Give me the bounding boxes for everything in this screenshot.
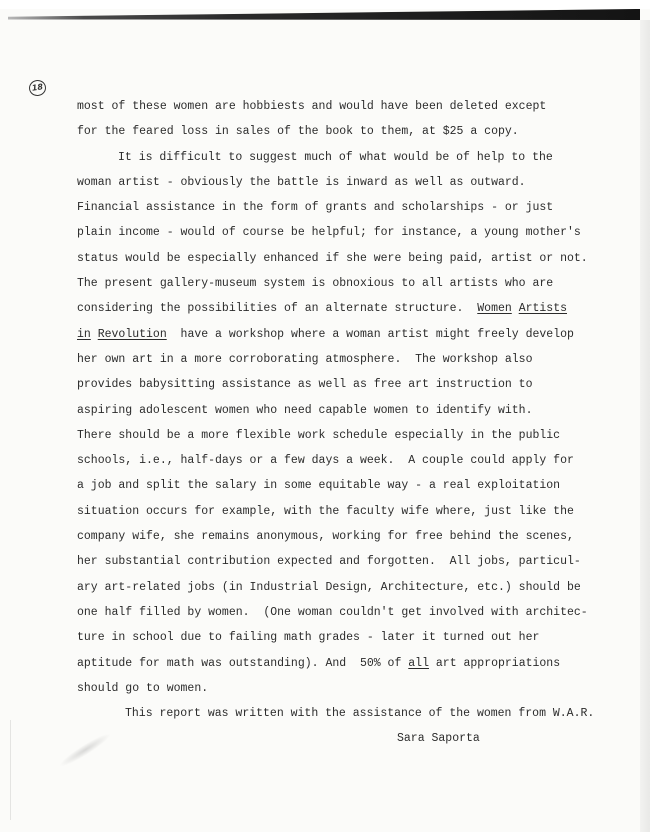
text-line: woman artist - obviously the battle is inward as well as outward.: [77, 175, 526, 189]
text-line: her substantial contribution expected and forgotten. All jobs, particul-: [77, 555, 581, 569]
text-line: Financial assistance in the form of grants and scholarships - or just: [77, 201, 554, 215]
text-line: her own art in a more corroborating atmosphere. The workshop also: [77, 352, 533, 366]
circled-page-number: 18: [28, 79, 47, 97]
text-segment: [512, 302, 519, 315]
text-line: The present gallery-museum system is obnoxious to all artists who are: [77, 277, 554, 291]
underlined-org-name: Revolution: [97, 327, 167, 341]
text-segment: considering the possibilities of an alternate structure.: [77, 302, 478, 316]
text-line: [77, 296, 637, 321]
author-signature: Sara Saporta: [397, 732, 480, 746]
scan-left-edge: [10, 720, 11, 820]
text-line: ture in school due to failing math grades - later it turned out her: [77, 631, 540, 645]
text-segment: art appropriations: [428, 656, 561, 670]
text-line: a job and split the salary in some equitable way - a real exploitation: [77, 479, 561, 493]
text-line: should go to women.: [77, 681, 209, 695]
text-segment: [91, 328, 98, 341]
underlined-org-name: Women: [477, 302, 512, 316]
underlined-org-name: Artists: [518, 302, 567, 316]
text-line: plain income - would of course be helpful; for instance, a young mother's: [77, 226, 581, 240]
text-line: status would be especially enhanced if she were being paid, artist or not.: [77, 251, 588, 265]
text-line: schools, i.e., half-days or a few days a week. A couple could apply for: [77, 454, 574, 468]
scan-right-edge: [640, 20, 650, 832]
text-line: provides babysitting assistance as well as free art instruction to: [77, 378, 533, 392]
text-line: company wife, she remains anonymous, working for free behind the scenes,: [77, 530, 574, 544]
scan-edge-bar: [8, 9, 640, 20]
scan-top-margin: [0, 0, 650, 9]
text-line: ary art-related jobs (in Industrial Design, Architecture, etc.) should be: [77, 580, 581, 594]
text-line: [77, 322, 637, 347]
text-line: one half filled by women. (One woman couldn't get involved with architec-: [77, 605, 588, 619]
paragraph-start-line: It is difficult to suggest much of what would be of help to the: [118, 150, 553, 164]
text-segment: have a workshop where a woman artist might freely develop: [166, 327, 574, 341]
text-line: situation occurs for example, with the faculty wife where, just like the: [77, 504, 574, 518]
underlined-emphasis: all: [408, 656, 429, 670]
typewritten-body: [77, 94, 637, 752]
underlined-org-name: in: [77, 327, 91, 341]
text-line: aspiring adolescent women who need capable women to identify with.: [77, 403, 533, 417]
text-line: most of these women are hobbiests and would have been deleted except: [77, 100, 547, 113]
text-segment: aptitude for math was outstanding). And 50% of: [77, 656, 409, 670]
text-line: for the feared loss in sales of the book to them, at $25 a copy.: [77, 125, 519, 139]
acknowledgement-line: This report was written with the assistance of the women from W.A.R.: [125, 707, 595, 721]
text-line: There should be a more flexible work schedule especially in the public: [77, 428, 561, 442]
text-line: [77, 651, 637, 676]
